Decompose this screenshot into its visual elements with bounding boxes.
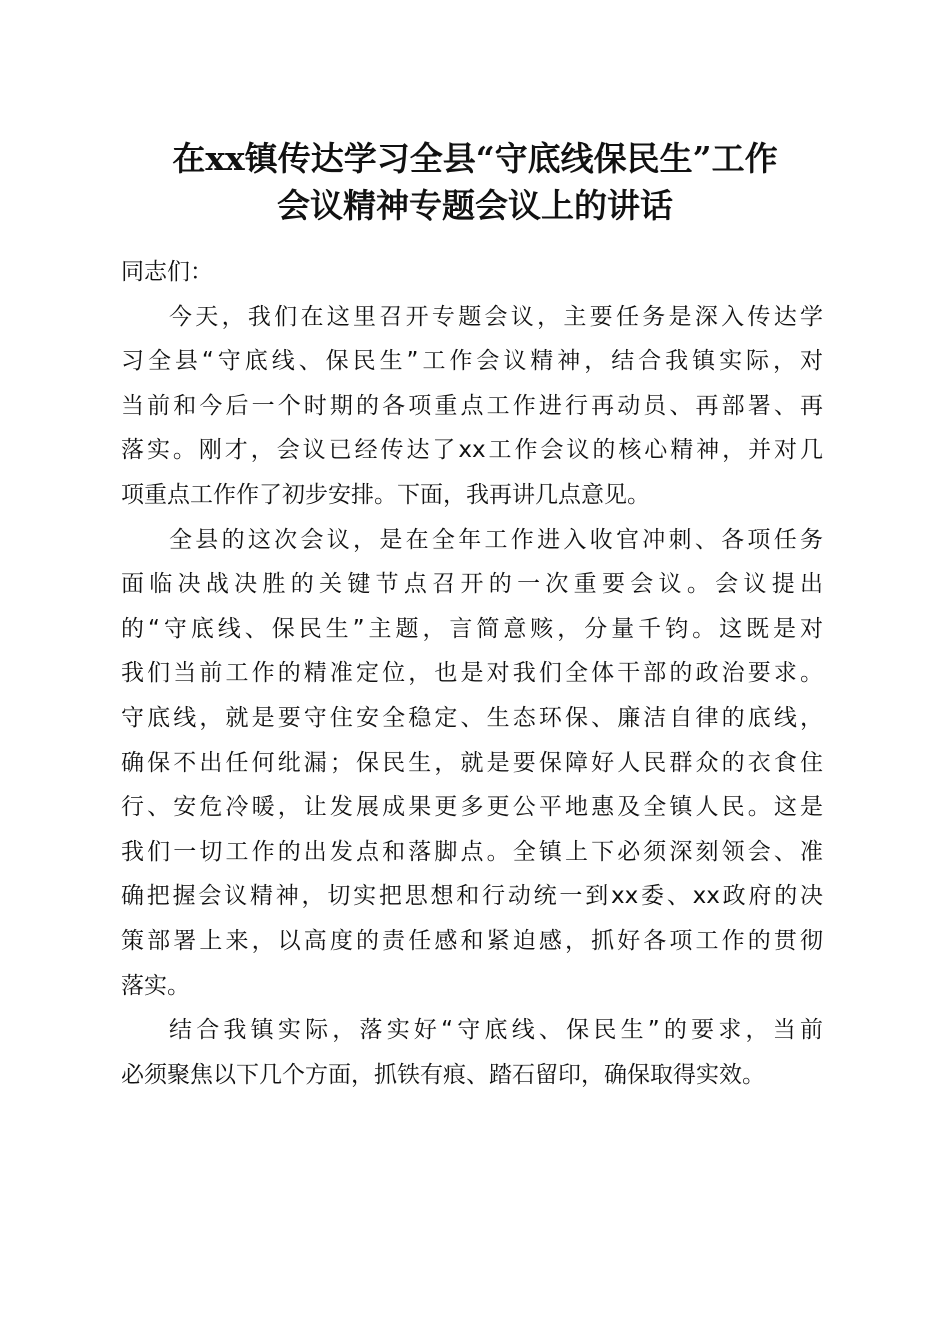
paragraph-line: 守底线，就是要守住安全稳定、生态环保、廉洁自律的底线，	[121, 704, 823, 731]
paragraph-line: 习全县“守底线、保民生”工作会议精神，结合我镇实际，对	[121, 348, 823, 375]
paragraph-line: 项重点工作作了初步安排。下面，我再讲几点意见。	[121, 481, 650, 508]
paragraph-line: 面临决战决胜的关键节点召开的一次重要会议。会议提出	[121, 571, 823, 598]
paragraph	[121, 518, 823, 1009]
paragraph-line: 落实。刚才，会议已经传达了xx工作会议的核心精神，并对几	[121, 437, 823, 464]
document-body	[121, 250, 823, 1097]
paragraph-line: 今天，我们在这里召开专题会议，主要任务是深入传达学	[169, 303, 823, 330]
paragraph-line: 我们当前工作的精准定位，也是对我们全体干部的政治要求。	[121, 660, 823, 687]
document-title-line-1: 在xx镇传达学习全县“守底线保民生”工作	[172, 139, 778, 178]
document-title-line-2: 会议精神专题会议上的讲话	[277, 186, 673, 225]
paragraph	[121, 1008, 823, 1097]
paragraph-line: 当前和今后一个时期的各项重点工作进行再动员、再部署、再	[121, 392, 823, 419]
paragraph-line: 结合我镇实际，落实好“守底线、保民生”的要求，当前	[169, 1017, 823, 1044]
paragraph-line: 全县的这次会议，是在全年工作进入收官冲刺、各项任务	[169, 526, 823, 553]
paragraph-line: 必须聚焦以下几个方面，抓铁有痕、踏石留印，确保取得实效。	[121, 1061, 765, 1088]
paragraph-line: 落实。	[121, 972, 190, 999]
paragraph-line: 确把握会议精神，切实把思想和行动统一到xx委、xx政府的决	[121, 883, 823, 910]
paragraph-line: 确保不出任何纰漏；保民生，就是要保障好人民群众的衣食住	[121, 749, 823, 776]
paragraph	[121, 295, 823, 518]
paragraph-line: 行、安危冷暖，让发展成果更多更公平地惠及全镇人民。这是	[121, 794, 823, 821]
paragraph-line: 策部署上来，以高度的责任感和紧迫感，抓好各项工作的贯彻	[121, 927, 823, 954]
salutation: 同志们：	[121, 259, 213, 285]
paragraph-line: 的“守底线、保民生”主题，言简意赅，分量千钧。这既是对	[121, 615, 823, 642]
paragraph-line: 我们一切工作的出发点和落脚点。全镇上下必须深刻领会、准	[121, 838, 823, 865]
